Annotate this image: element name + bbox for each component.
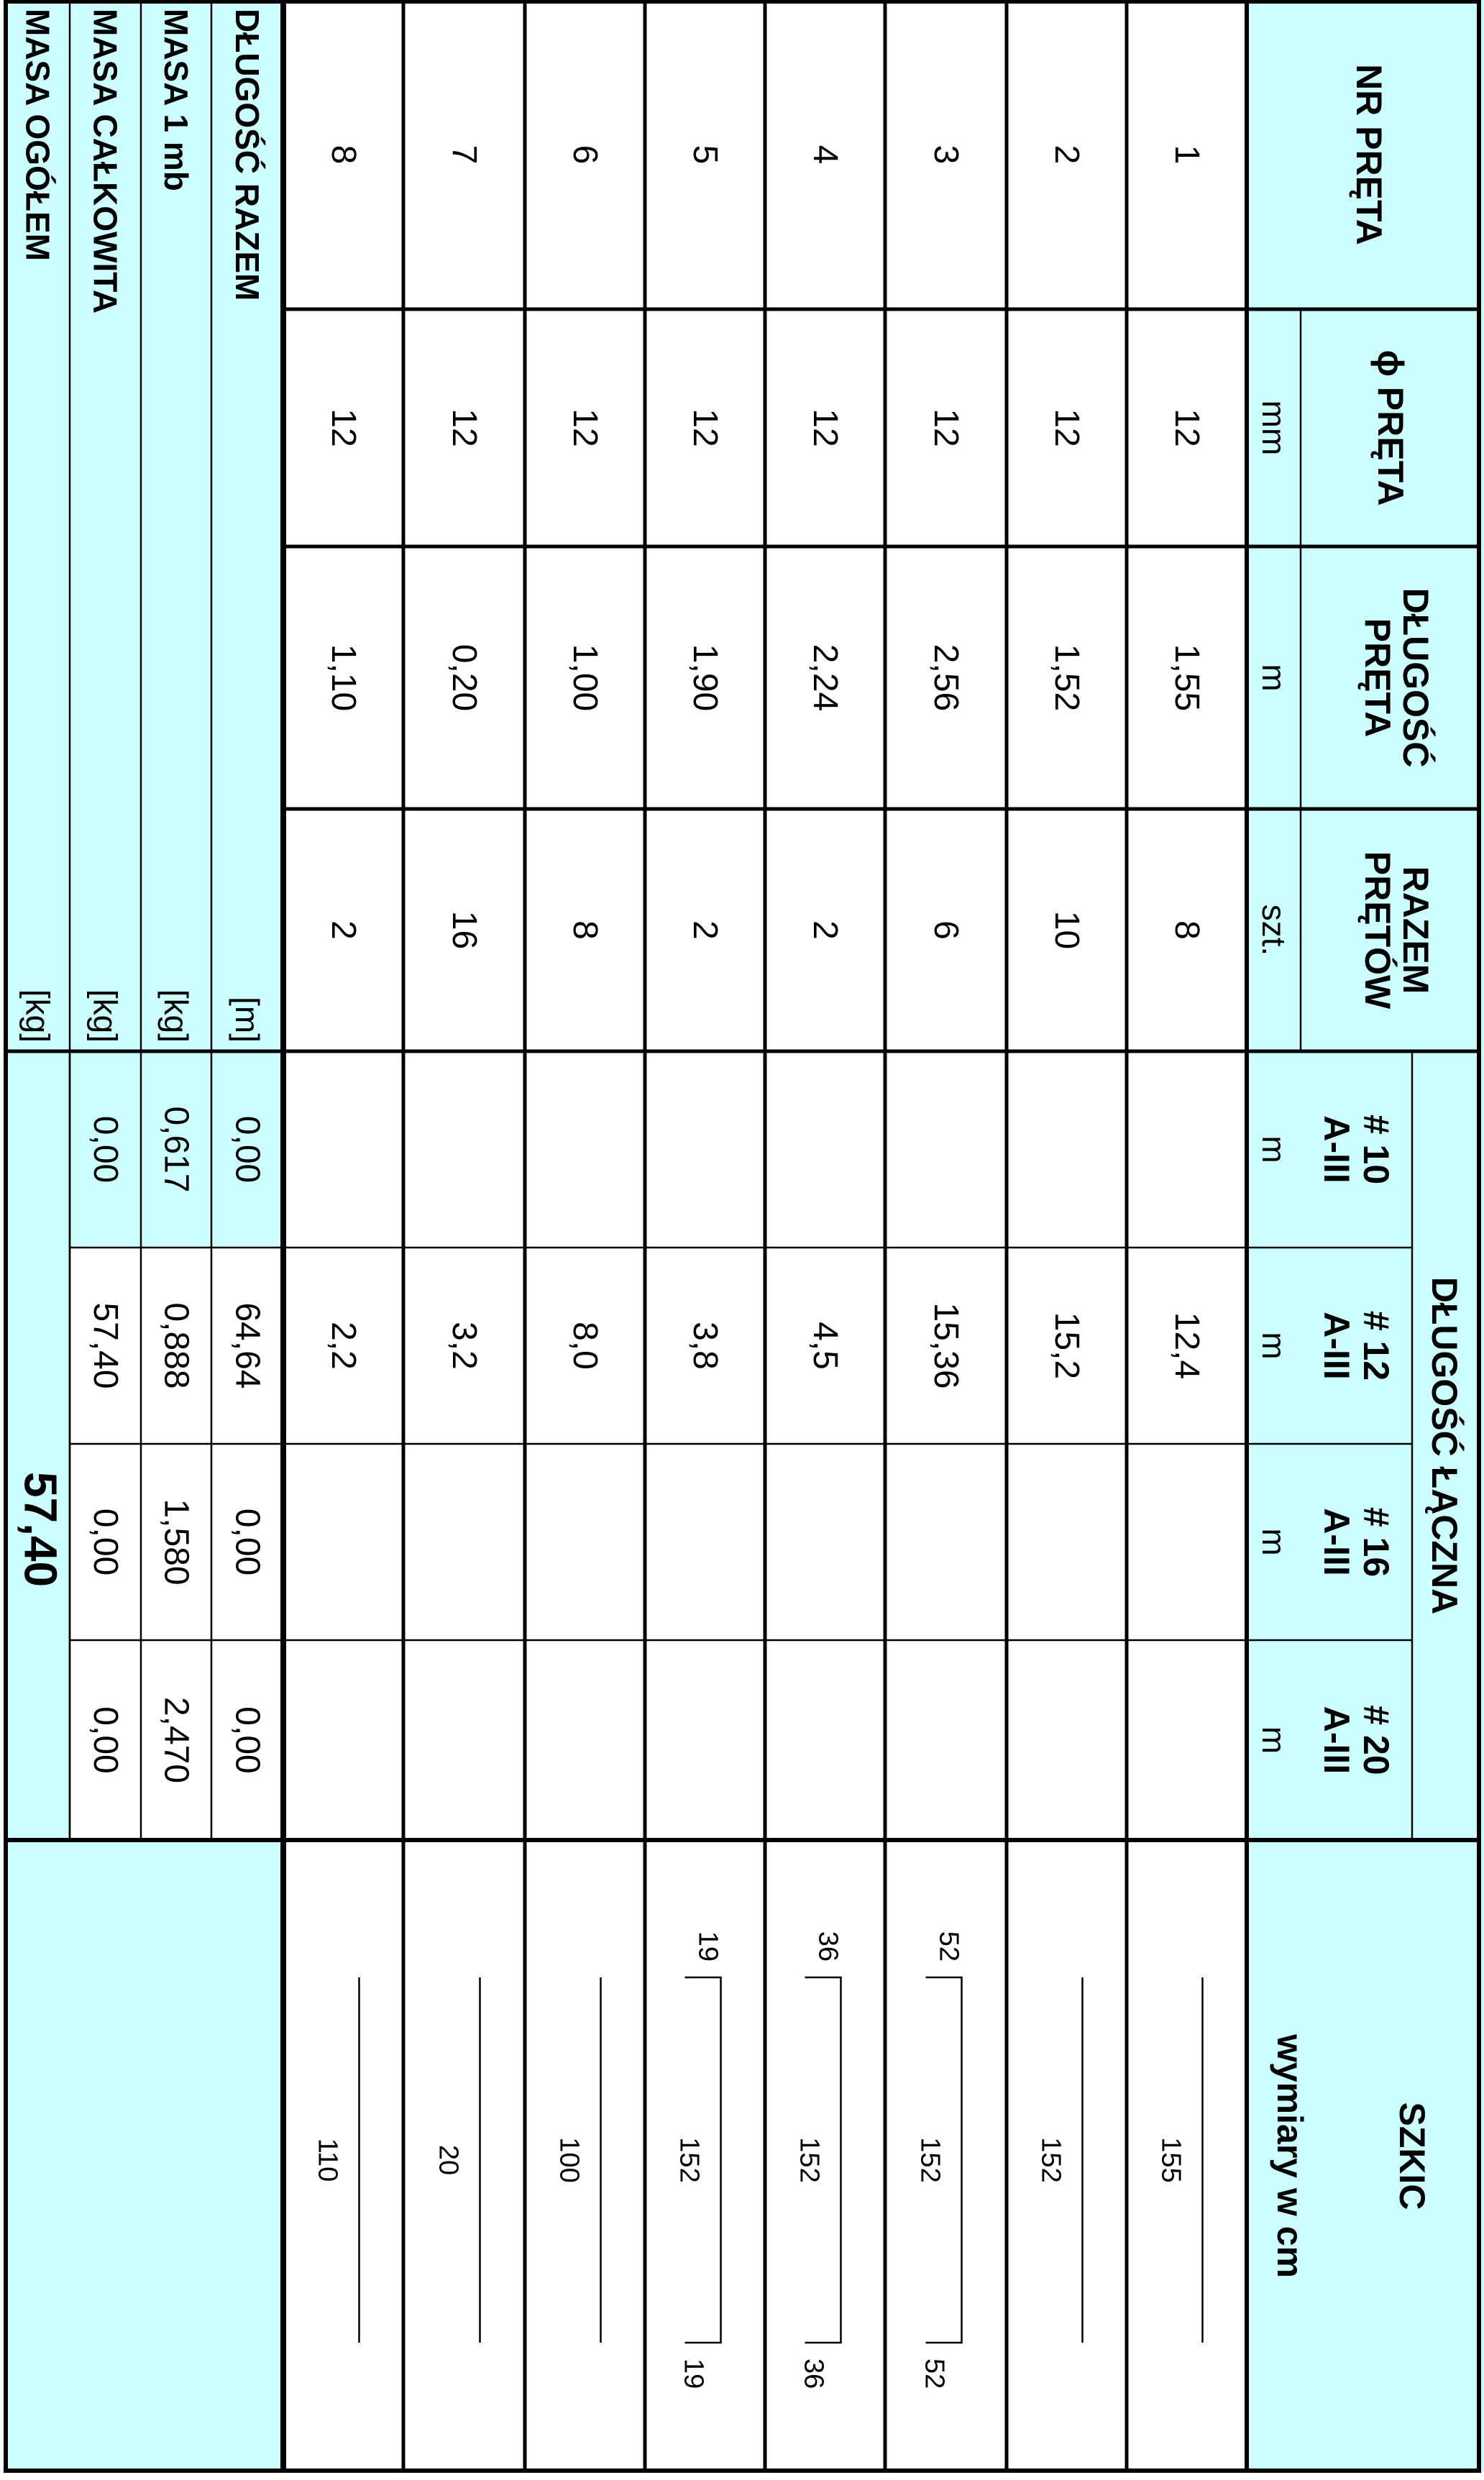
- sketch-dimension-left: 52: [933, 1931, 964, 1962]
- sketch-dimension-main: 152: [915, 2137, 945, 2183]
- bar-length: 1,00: [566, 644, 604, 712]
- bar-diameter: 12: [1048, 408, 1086, 447]
- sketch-dimension-main: 152: [794, 2137, 825, 2183]
- unit-length: m: [1255, 664, 1293, 692]
- summary-value: 0,00: [86, 1706, 124, 1774]
- header-grade-num: # 10: [1356, 1114, 1396, 1185]
- bar-total-length: 15,2: [1048, 1312, 1086, 1380]
- summary-value: 57,40: [86, 1302, 124, 1389]
- bar-length: 1,55: [1168, 644, 1206, 712]
- bar-diameter: 12: [806, 408, 844, 447]
- header-length-2: PRĘTA: [1357, 618, 1398, 738]
- bar-count: 6: [927, 920, 965, 940]
- header-sketch-note: wymiary w cm: [1270, 2033, 1310, 2279]
- bar-diameter: 12: [324, 408, 362, 447]
- summary-value: 64,64: [228, 1302, 267, 1389]
- header-count-2: PRĘTÓW: [1357, 851, 1398, 1010]
- unit-count: szt.: [1255, 904, 1293, 956]
- summary-value: 0,888: [157, 1302, 196, 1389]
- summary-value: 0,00: [228, 1706, 267, 1774]
- summary-value: 0,00: [86, 1508, 124, 1576]
- summary-value: 2,470: [157, 1696, 196, 1784]
- bar-total-length: 3,2: [445, 1322, 483, 1370]
- sketch-dimension-main: 110: [312, 2138, 343, 2182]
- summary-unit: [kg]: [157, 989, 195, 1043]
- unit-grade: m: [1255, 1332, 1293, 1360]
- bar-number: 2: [1048, 145, 1086, 165]
- sketch-dimension-left: 19: [692, 1931, 723, 1962]
- header-grade-class: A-III: [1316, 1508, 1357, 1576]
- header-sketch: SZKIC: [1392, 2102, 1432, 2210]
- bar-count: 2: [686, 920, 724, 940]
- sketch-dimension-right: 36: [798, 2358, 829, 2389]
- summary-label: MASA 1 mb: [157, 9, 195, 191]
- bar-number: 6: [566, 145, 604, 165]
- bar-count: 16: [445, 910, 483, 950]
- summary-value: 1,580: [157, 1498, 196, 1586]
- grand-total-label: MASA OGÓŁEM: [19, 9, 57, 261]
- sketch-dimension-right: 19: [678, 2358, 709, 2389]
- bar-length: 2,56: [927, 644, 965, 712]
- bar-total-length: 4,5: [806, 1322, 844, 1370]
- header-total-length: DŁUGOŚĆ ŁĄCZNA: [1424, 1276, 1465, 1615]
- bar-diameter: 12: [566, 408, 604, 447]
- unit-grade: m: [1255, 1135, 1293, 1163]
- header-nr: NR PRĘTA: [1349, 64, 1389, 245]
- bar-number: 5: [686, 145, 724, 165]
- unit-grade: m: [1255, 1726, 1293, 1754]
- bar-count: 8: [1168, 920, 1206, 940]
- summary-value: 0,617: [157, 1106, 196, 1193]
- header-length-1: DŁUGOŚĆ: [1396, 587, 1436, 768]
- header-grade-num: # 20: [1356, 1705, 1396, 1775]
- bar-diameter: 12: [927, 408, 965, 447]
- summary-unit: [m]: [229, 997, 266, 1043]
- bar-count: 8: [566, 920, 604, 940]
- sketch-dimension-main: 152: [1035, 2137, 1066, 2183]
- bar-total-length: 8,0: [566, 1322, 604, 1370]
- grand-total-value: 57,40: [14, 1471, 67, 1588]
- sketch-dimension-main: 100: [554, 2137, 585, 2183]
- bar-total-length: 2,2: [324, 1322, 362, 1370]
- bar-number: 8: [324, 145, 362, 165]
- sketch-dimension-right: 52: [919, 2358, 950, 2389]
- header-grade-class: A-III: [1316, 1312, 1357, 1380]
- bar-length: 0,20: [445, 644, 483, 712]
- unit-phi: mm: [1255, 400, 1293, 456]
- bar-count: 2: [806, 920, 844, 940]
- sketch-dimension-main: 155: [1155, 2137, 1186, 2183]
- header-grade-class: A-III: [1316, 1115, 1357, 1184]
- summary-label: DŁUGOŚĆ RAZEM: [229, 9, 266, 301]
- header-grade-class: A-III: [1316, 1706, 1357, 1775]
- sketch-dimension-main: 152: [674, 2137, 705, 2183]
- bar-total-length: 12,4: [1168, 1312, 1206, 1380]
- header-phi: ϕ PRĘTA: [1370, 349, 1411, 506]
- header-grade-num: # 12: [1356, 1310, 1396, 1381]
- bar-total-length: 15,36: [927, 1302, 965, 1389]
- summary-unit: [kg]: [86, 989, 124, 1043]
- summary-label: MASA CAŁKOWITA: [86, 9, 124, 314]
- header-count-1: RAZEM: [1396, 866, 1436, 994]
- header-grade-num: # 16: [1356, 1506, 1396, 1578]
- sketch-dimension-left: 36: [812, 1931, 843, 1962]
- bar-number: 1: [1168, 145, 1206, 165]
- bar-total-length: 3,8: [686, 1322, 724, 1370]
- bar-count: 2: [324, 920, 362, 940]
- bar-diameter: 12: [445, 408, 483, 447]
- bar-length: 2,24: [806, 644, 844, 712]
- summary-value: 0,00: [228, 1508, 267, 1576]
- sketch-dimension-main: 20: [433, 2144, 464, 2176]
- summary-right-band: [6, 1840, 283, 2472]
- bar-diameter: 12: [1168, 408, 1206, 447]
- grand-total-unit: [kg]: [19, 989, 57, 1043]
- summary-value: 0,00: [228, 1115, 267, 1184]
- bar-number: 3: [927, 145, 965, 165]
- bar-length: 1,90: [686, 644, 724, 712]
- bar-number: 7: [445, 145, 483, 165]
- bar-diameter: 12: [686, 408, 724, 447]
- bar-length: 1,52: [1048, 644, 1086, 712]
- bar-number: 4: [806, 145, 844, 165]
- bar-length: 1,10: [324, 644, 362, 712]
- summary-value: 0,00: [86, 1115, 124, 1184]
- unit-grade: m: [1255, 1528, 1293, 1556]
- bar-count: 10: [1048, 910, 1086, 950]
